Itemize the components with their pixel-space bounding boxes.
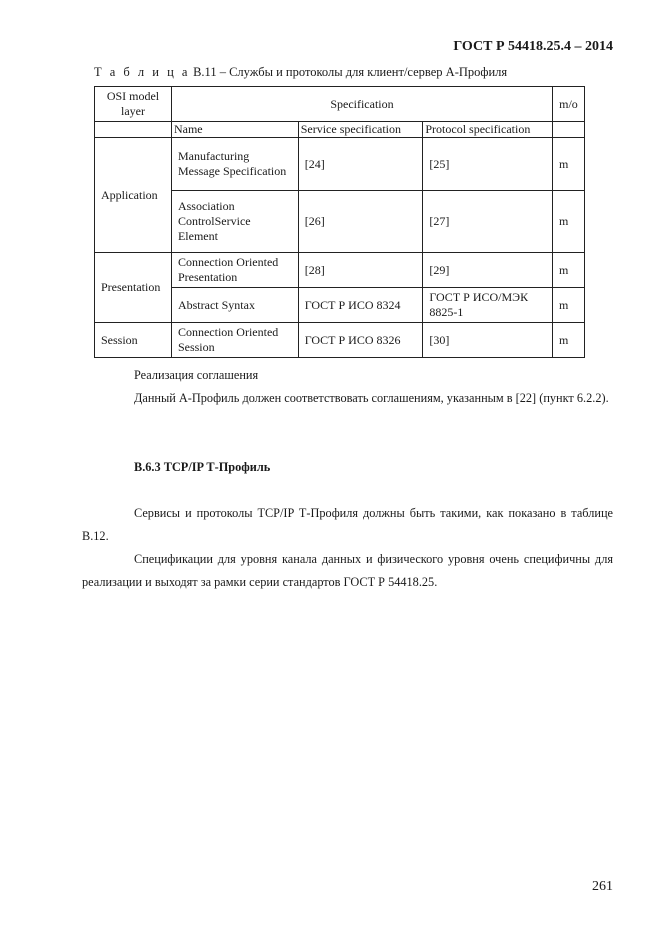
table-caption — [94, 65, 507, 80]
subheader-empty — [95, 122, 172, 138]
section-heading: В.6.3 TCP/IP Т-Профиль — [134, 460, 271, 474]
name-cell: Abstract Syntax — [171, 288, 298, 323]
table-caption-prefix: Т а б л и ц а — [94, 65, 190, 79]
header-service: Service specification — [298, 122, 423, 138]
table-subheader-row — [95, 122, 585, 138]
layer-cell: Application — [95, 138, 172, 253]
table-caption-text: В.11 – Службы и протоколы для клиент/сервер А-Профиля — [189, 65, 508, 79]
mo-cell: m — [552, 323, 584, 358]
name-cell: Connection Oriented Session — [171, 323, 298, 358]
mo-cell: m — [552, 253, 584, 288]
table-row — [95, 253, 585, 288]
paragraph-services: Сервисы и протоколы TCP/IP Т-Профиля должны быть такими, как показано в таблице В.12. — [82, 506, 613, 543]
protocol-cell: [30] — [423, 323, 553, 358]
header-specification: Specification — [171, 87, 552, 122]
table-row — [95, 323, 585, 358]
name-cell: Association ControlService Element — [171, 191, 298, 253]
table-header-row — [95, 87, 585, 122]
header-name: Name — [171, 122, 298, 138]
header-mo: m/o — [552, 87, 584, 122]
subheader-empty — [552, 122, 584, 138]
mo-cell: m — [552, 138, 584, 191]
layer-cell: Presentation — [95, 253, 172, 323]
table-row — [95, 138, 585, 191]
service-cell: ГОСТ Р ИСО 8324 — [298, 288, 423, 323]
mo-cell: m — [552, 288, 584, 323]
service-cell: ГОСТ Р ИСО 8326 — [298, 323, 423, 358]
name-cell: Connection Oriented Presentation — [171, 253, 298, 288]
paragraph-agreement-title: Реализация соглашения — [134, 368, 259, 382]
service-cell: [26] — [298, 191, 423, 253]
protocol-cell: [25] — [423, 138, 553, 191]
paragraph-specifications: Спецификации для уровня канала данных и физического уровня очень специфичны для реализации и выходят за рамки серии стандартов ГОСТ Р 54418.25. — [82, 552, 613, 589]
name-cell: Manufacturing Message Specification — [171, 138, 298, 191]
protocol-cell: ГОСТ Р ИСО/МЭК 8825-1 — [423, 288, 553, 323]
service-cell: [28] — [298, 253, 423, 288]
osi-services-table — [94, 86, 585, 358]
protocol-cell: [29] — [423, 253, 553, 288]
document-header: ГОСТ Р 54418.25.4 – 2014 — [453, 39, 613, 54]
protocol-cell: [27] — [423, 191, 553, 253]
paragraph-agreement: Данный А-Профиль должен соответствовать соглашениям, указанным в [22] (пункт 6.2.2). — [134, 391, 609, 405]
page-number: 261 — [592, 879, 613, 894]
service-cell: [24] — [298, 138, 423, 191]
mo-cell: m — [552, 191, 584, 253]
layer-cell: Session — [95, 323, 172, 358]
header-osi-layer: OSI model layer — [95, 87, 172, 122]
header-protocol: Protocol specification — [423, 122, 553, 138]
